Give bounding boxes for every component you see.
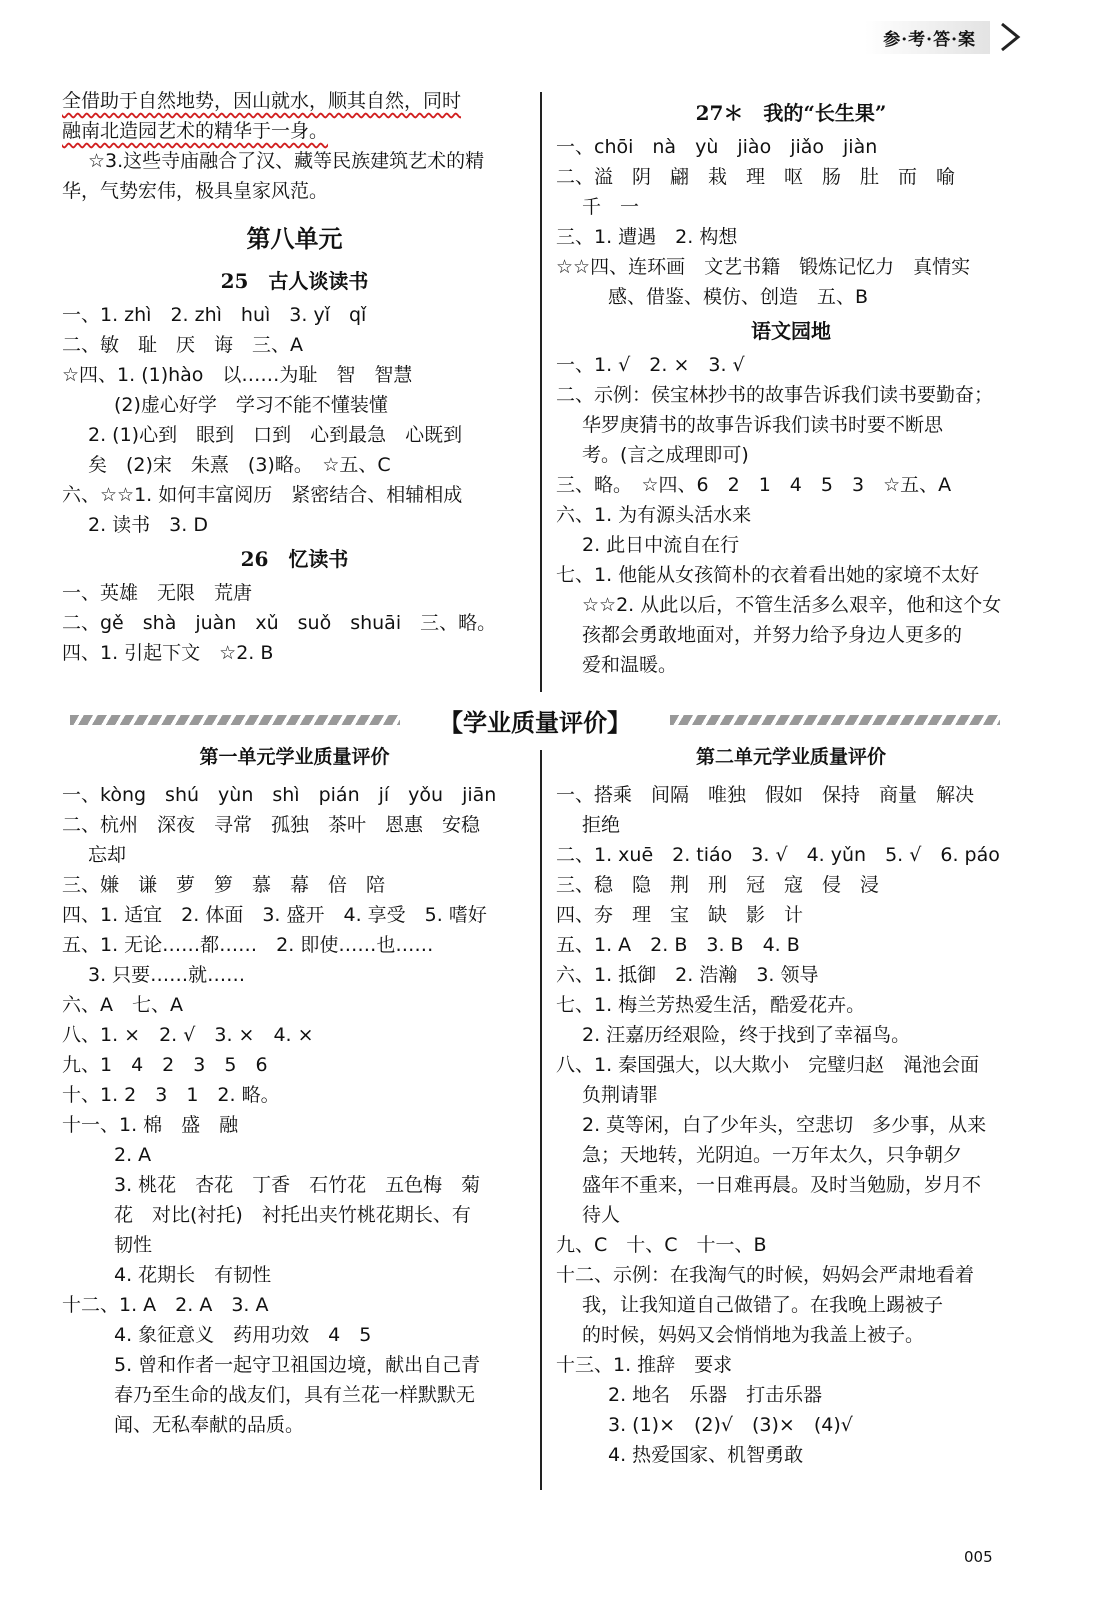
header-label: 参·考·答·案	[865, 21, 990, 54]
answer-line: ☆☆2. 从此以后，不管生活多么艰辛，他和这个女	[582, 594, 1002, 616]
answer-line: 二、gě shà juàn xǔ suǒ shuāi 三、略。	[62, 612, 497, 634]
answer-line: ☆☆四、连环画 文艺书籍 锻炼记忆力 真情实	[556, 256, 971, 278]
answer-line: 2. 地名 乐器 打击乐器	[608, 1384, 823, 1406]
chevron-right-icon	[996, 20, 1026, 54]
answer-line: 4. 花期长 有韧性	[114, 1264, 272, 1286]
answer-line: 2. 汪嘉历经艰险，终于找到了幸福鸟。	[582, 1024, 911, 1046]
answer-line: 2. (1)心到 眼到 口到 心到最急 心既到	[88, 424, 463, 446]
answer-line: 拒绝	[582, 814, 621, 836]
answer-line: 4. 热爱国家、机智勇敢	[608, 1444, 804, 1466]
column-divider-bottom	[540, 750, 542, 1490]
banner-stripe-right	[670, 715, 1000, 725]
answer-line: 九、1 4 2 3 5 6	[62, 1054, 268, 1076]
answer-line: (2)虚心好学 学习不能不懂装懂	[114, 394, 388, 416]
evaluation-title: 第一单元学业质量评价	[199, 746, 390, 768]
answer-line: 负荆请罪	[582, 1084, 659, 1106]
answer-line: 九、C 十、C 十一、B	[556, 1234, 767, 1256]
evaluation-title: 第二单元学业质量评价	[695, 746, 886, 768]
answer-line: 3. (1)× (2)√ (3)× (4)√	[608, 1414, 853, 1436]
answer-line: 4. 象征意义 药用功效 4 5	[114, 1324, 372, 1346]
answer-line: 花 对比(衬托) 衬托出夹竹桃花期长、有	[114, 1204, 471, 1226]
answer-line: 我，让我知道自己做错了。在我晚上踢被子	[582, 1294, 944, 1316]
answer-line: 十、1. 2 3 1 2. 略。	[62, 1084, 280, 1106]
answer-line: 六、1. 为有源头活水来	[556, 504, 752, 526]
lesson-title: 25 古人谈读书	[220, 269, 369, 293]
answer-line: ☆四、1. (1)hào 以……为耻 智 智慧	[62, 364, 413, 386]
answer-line: 六、1. 抵御 2. 浩瀚 3. 领导	[556, 964, 819, 986]
text-line: 华，气势宏伟，极具皇家风范。	[62, 180, 329, 202]
answer-line: 考。(言之成理即可)	[582, 444, 749, 466]
bottom-left-column	[62, 742, 527, 1440]
answer-line: 闻、无私奉献的品质。	[114, 1414, 305, 1436]
answer-line: 爱和温暖。	[582, 654, 678, 676]
answer-line: 五、1. 无论……都…… 2. 即使……也……	[62, 934, 434, 956]
answer-line: 一、kòng shú yùn shì pián jí yǒu jiān	[62, 784, 497, 806]
answer-line: 二、杭州 深夜 寻常 孤独 茶叶 恩惠 安稳	[62, 814, 481, 836]
text-line: 全借助于自然地势，因山就水，顺其自然，同时	[62, 90, 462, 112]
answer-line: 2. A	[114, 1144, 152, 1166]
column-divider-top	[540, 92, 542, 692]
answer-line: 三、稳 隐 荆 刑 冠 寇 侵 浸	[556, 874, 880, 896]
text-line: 融南北造园艺术的精华于一身。	[62, 120, 329, 142]
answer-line: 六、☆☆1. 如何丰富阅历 紧密结合、相辅相成	[62, 484, 463, 506]
top-right-column	[556, 94, 1026, 680]
answer-line: 四、夯 理 宝 缺 影 计	[556, 904, 804, 926]
answer-line: 四、1. 适宜 2. 体面 3. 盛开 4. 享受 5. 嗜好	[62, 904, 487, 926]
answer-line: 千 一	[582, 196, 640, 218]
answer-line: 一、英雄 无限 荒唐	[62, 582, 253, 604]
unit-title: 第八单元	[246, 224, 343, 253]
answer-line: 七、1. 梅兰芳热爱生活，酷爱花卉。	[556, 994, 866, 1016]
answer-line: 三、1. 遭遇 2. 构想	[556, 226, 738, 248]
answer-line: 2. 莫等闲，白了少年头，空悲切 多少事，从来	[582, 1114, 987, 1136]
top-left-column	[62, 86, 527, 668]
answer-line: 三、略。 ☆四、6 2 1 4 5 3 ☆五、A	[556, 474, 952, 496]
page-number: 005	[964, 1548, 993, 1566]
answer-line: 十二、示例：在我淘气的时候，妈妈会严肃地看着	[556, 1264, 975, 1286]
section-title: 语文园地	[751, 319, 831, 343]
quality-evaluation-banner	[70, 703, 1000, 737]
answer-line: 二、溢 阴 翩 栽 理 呕 肠 肚 而 喻	[556, 166, 956, 188]
answer-line: 一、chōi nà yù jiào jiǎo jiàn	[556, 136, 878, 158]
answer-line: 五、1. A 2. B 3. B 4. B	[556, 934, 800, 956]
answer-line: 盛年不重来，一日难再晨。及时当勉励，岁月不	[582, 1174, 982, 1196]
answer-line: 二、示例：侯宝林抄书的故事告诉我们读书要勤奋；	[556, 384, 994, 406]
answer-line: 一、搭乘 间隔 唯独 假如 保持 商量 解决	[556, 784, 975, 806]
answer-line: 十二、1. A 2. A 3. A	[62, 1294, 269, 1316]
answer-line: 孩都会勇敢地面对，并努力给予身边人更多的	[582, 624, 963, 646]
answer-line: 5. 曾和作者一起守卫祖国边境，献出自己青	[114, 1354, 481, 1376]
answer-line: 华罗庚猜书的故事告诉我们读书时要不断思	[582, 414, 944, 436]
answer-line: 十三、1. 推辞 要求	[556, 1354, 733, 1376]
text-line: ☆3.这些寺庙融合了汉、藏等民族建筑艺术的精	[88, 150, 485, 172]
answer-line: 七、1. 他能从女孩简朴的衣着看出她的家境不太好	[556, 564, 980, 586]
banner-title: 【学业质量评价】	[439, 707, 631, 737]
answer-line: 3. 桃花 杏花 丁香 石竹花 五色梅 菊	[114, 1174, 481, 1196]
answer-line: 一、1. √ 2. × 3. √	[556, 354, 745, 376]
answer-line: 十一、1. 棉 盛 融	[62, 1114, 239, 1136]
bottom-right-column	[556, 742, 1026, 1470]
answer-line: 矣 (2)宋 朱熹 (3)略。 ☆五、C	[88, 454, 391, 476]
answer-line: 的时候，妈妈又会悄悄地为我盖上被子。	[582, 1324, 925, 1346]
answer-line: 急；天地转，光阴迫。一万年太久，只争朝夕	[582, 1144, 963, 1166]
answer-line: 三、嫌 谦 萝 箩 慕 幕 倍 陪	[62, 874, 386, 896]
answer-line: 八、1. 秦国强大，以大欺小 完璧归赵 渑池会面	[556, 1054, 980, 1076]
answer-line: 二、1. xuē 2. tiáo 3. √ 4. yǔn 5. √ 6. páo	[556, 844, 1000, 866]
answer-line: 八、1. × 2. √ 3. × 4. ×	[62, 1024, 314, 1046]
answer-line: 忘却	[88, 844, 127, 866]
answer-line: 2. 读书 3. D	[88, 514, 208, 536]
answer-key-header	[865, 20, 1026, 54]
answer-line: 六、A 七、A	[62, 994, 183, 1016]
answer-line: 一、1. zhì 2. zhì huì 3. yǐ qǐ	[62, 304, 367, 326]
answer-line: 3. 只要……就……	[88, 964, 246, 986]
answer-line: 二、敏 耻 厌 诲 三、A	[62, 334, 303, 356]
banner-stripe-left	[70, 715, 400, 725]
answer-line: 感、借鉴、模仿、创造 五、B	[608, 286, 869, 308]
lesson-title: 27＊ 我的“长生果”	[695, 101, 887, 125]
answer-line: 四、1. 引起下文 ☆2. B	[62, 642, 274, 664]
answer-line: 春乃至生命的战友们，具有兰花一样默默无	[114, 1384, 476, 1406]
lesson-title: 26 忆读书	[240, 547, 349, 571]
answer-line: 待人	[582, 1204, 621, 1226]
answer-line: 韧性	[114, 1234, 153, 1256]
answer-line: 2. 此日中流自在行	[582, 534, 740, 556]
